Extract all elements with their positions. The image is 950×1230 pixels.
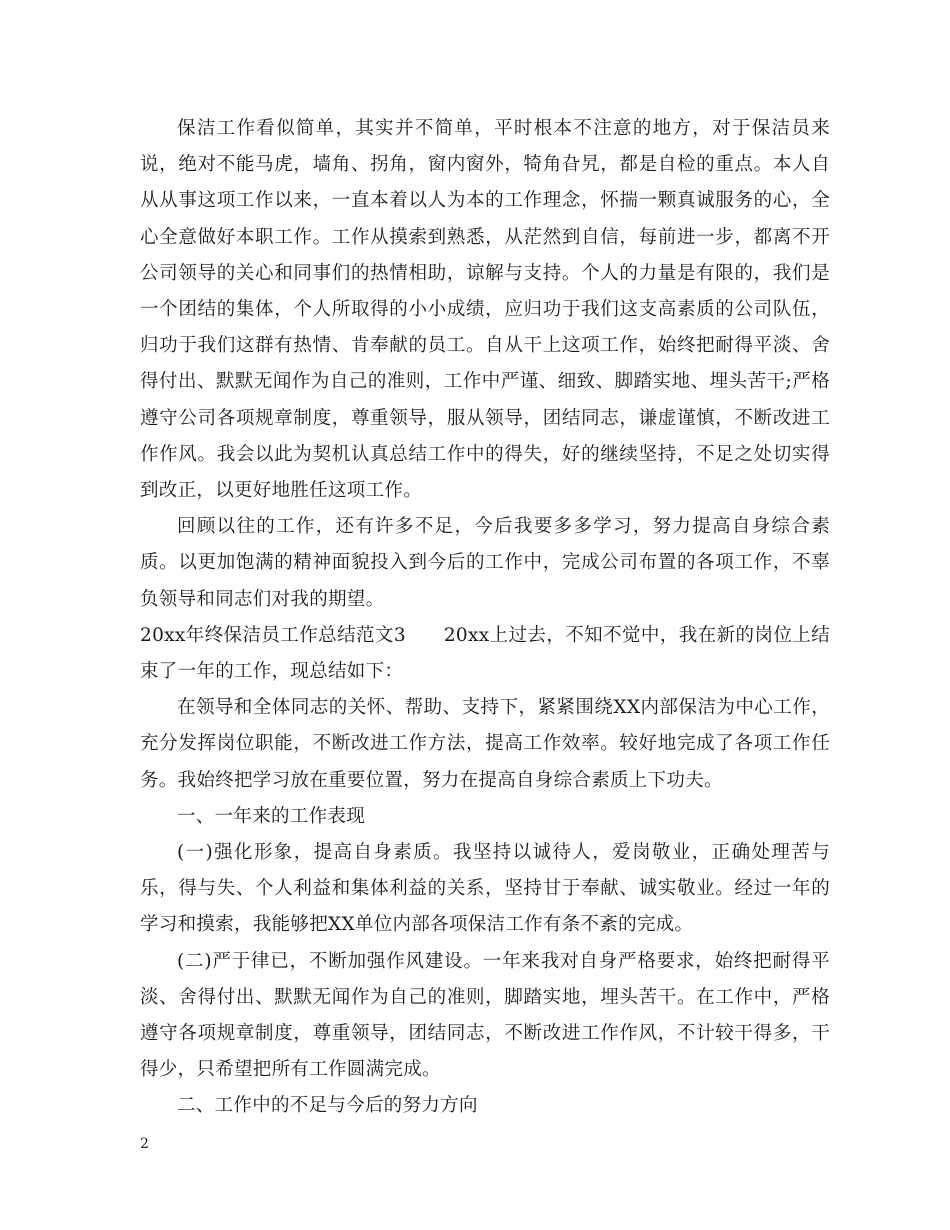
- paragraph-sample-3-heading: 20xx年终保洁员工作总结范文3 20xx上过去，不知不觉中，我在新的岗位上结束了一年的工作，现总结如下：: [140, 624, 830, 683]
- section-heading-performance: 一、一年来的工作表现: [177, 805, 366, 827]
- section-heading-shortcomings: 二、工作中的不足与今后的努力方向: [177, 1095, 478, 1117]
- paragraph-image-quality: (一)强化形象，提高自身素质。我坚持以诚待人，爱岗敬业，正确处理苦与乐，得与失、个人利益和集体利益的关系，坚持甘于奉献、诚实敬业。经过一年的学习和摸索，我能够把XX单位内部各项保洁工作有条不紊的完成。: [140, 842, 830, 936]
- paragraph-self-inspection: 保洁工作看似简单，其实并不简单，平时根本不注意的地方，对于保洁员来说，绝对不能马虎，墙角、拐角，窗内窗外，犄角旮旯，都是自检的重点。本人自从从事这项工作以来，一直本着以人为本的工作理念，怀揣一颗真诚服务的心，全心全意做好本职工作。工作从摸索到熟悉，从茫然到自信，每前进一步，都离不开公司领导的关心和同事们的热情相助，谅解与支持。个人的力量是有限的，我们是一个团结的集体，个人所取得的小小成绩，应归功于我们这支高素质的公司队伍，归功于我们这群有热情、肯奉献的员工。自从干上这项工作，始终把耐得平淡、舍得付出、默默无闻作为自己的准则，工作中严谨、细致、脚踏实地、埋头苦干;严格遵守公司各项规章制度，尊重领导，服从领导，团结同志，谦虚谨慎，不断改进工作作风。我会以此为契机认真总结工作中的得失，好的继续坚持，不足之处切实得到改正，以更好地胜任这项工作。: [140, 118, 830, 502]
- document-body: [140, 111, 830, 1125]
- page-number: 2: [140, 1136, 149, 1152]
- paragraph-discipline: (二)严于律已，不断加强作风建设。一年来我对自身严格要求，始终把耐得平淡、舍得付出、默默无闻作为自己的准则，脚踏实地，埋头苦干。在工作中，严格遵守各项规章制度，尊重领导，团结同志，不断改进工作作风，不计较干得多，干得少，只希望把所有工作圆满完成。: [140, 950, 830, 1081]
- paragraph-review: 回顾以往的工作，还有许多不足，今后我要多多学习，努力提高自身综合素质。以更加饱满的精神面貌投入到今后的工作中，完成公司布置的各项工作，不辜负领导和同志们对我的期望。: [140, 516, 830, 610]
- paragraph-introduction: 在领导和全体同志的关怀、帮助、支持下，紧紧围绕XX内部保洁为中心工作，充分发挥岗位职能，不断改进工作方法，提高工作效率。较好地完成了各项工作任务。我始终把学习放在重要位置，努力在提高自身综合素质上下功夫。: [140, 697, 830, 791]
